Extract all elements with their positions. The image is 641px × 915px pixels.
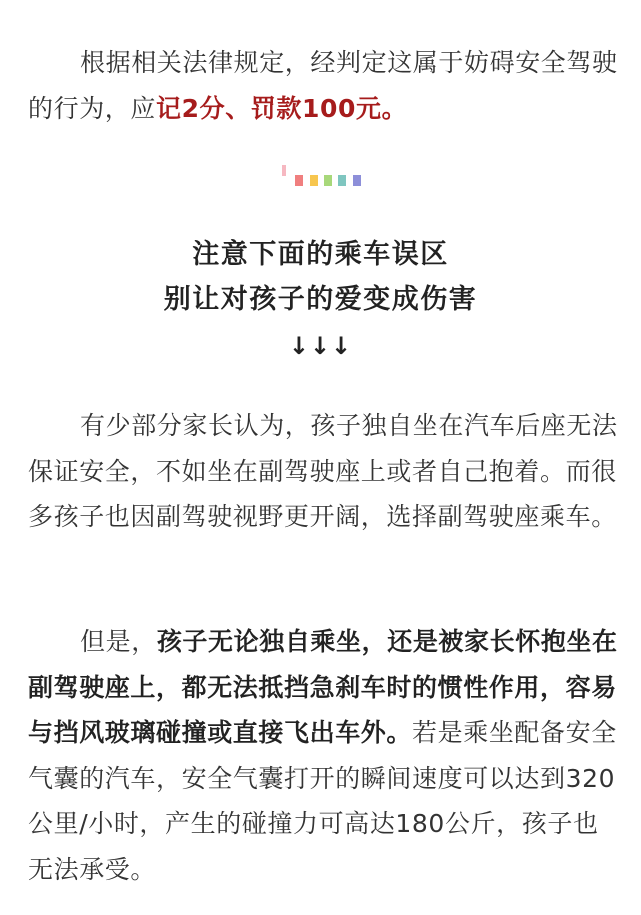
- divider-mark-teal: [338, 175, 346, 186]
- divider-mark-pink: [282, 165, 286, 176]
- section-heading-line-1: 注意下面的乘车误区: [192, 239, 449, 270]
- danger-paragraph: [28, 619, 624, 892]
- penalty-text: 根据相关法律规定，经判定这属于妨碍安全驾驶的行为，应: [28, 48, 618, 123]
- divider-mark-green: [324, 175, 332, 186]
- danger-lead: 但是，: [80, 627, 157, 656]
- misconception-paragraph: 有少部分家长认为，孩子独自坐在汽车后座无法保证安全，不如坐在副驾驶座上或者自己抱着。而很多孩子也因副驾驶视野更开阔，选择副驾驶座乘车。: [28, 411, 618, 531]
- penalty-highlight: 记2分、罚款100元。: [156, 93, 408, 123]
- divider-mark-red: [295, 175, 303, 186]
- danger-bold-text: 孩子无论独自乘坐，还是被家长怀抱坐在副驾驶座上，都无法抵挡急刹车时的惯性作用，容易与挡风玻璃碰撞或直接飞出车外。: [28, 627, 618, 747]
- divider-mark-yellow: [310, 175, 318, 186]
- down-arrows-icon: ↓↓↓: [288, 332, 353, 360]
- penalty-paragraph: [28, 40, 624, 131]
- color-bar-divider: [282, 165, 382, 189]
- section-heading-line-2: 别让对孩子的爱变成伤害: [163, 284, 478, 315]
- airbag-text: 若是乘坐配备安全气囊的汽车，安全气囊打开的瞬间速度可以达到320公里/小时，产生的碰撞力可高达180公斤，孩子也无法承受。: [28, 718, 617, 884]
- divider-mark-purple: [353, 175, 361, 186]
